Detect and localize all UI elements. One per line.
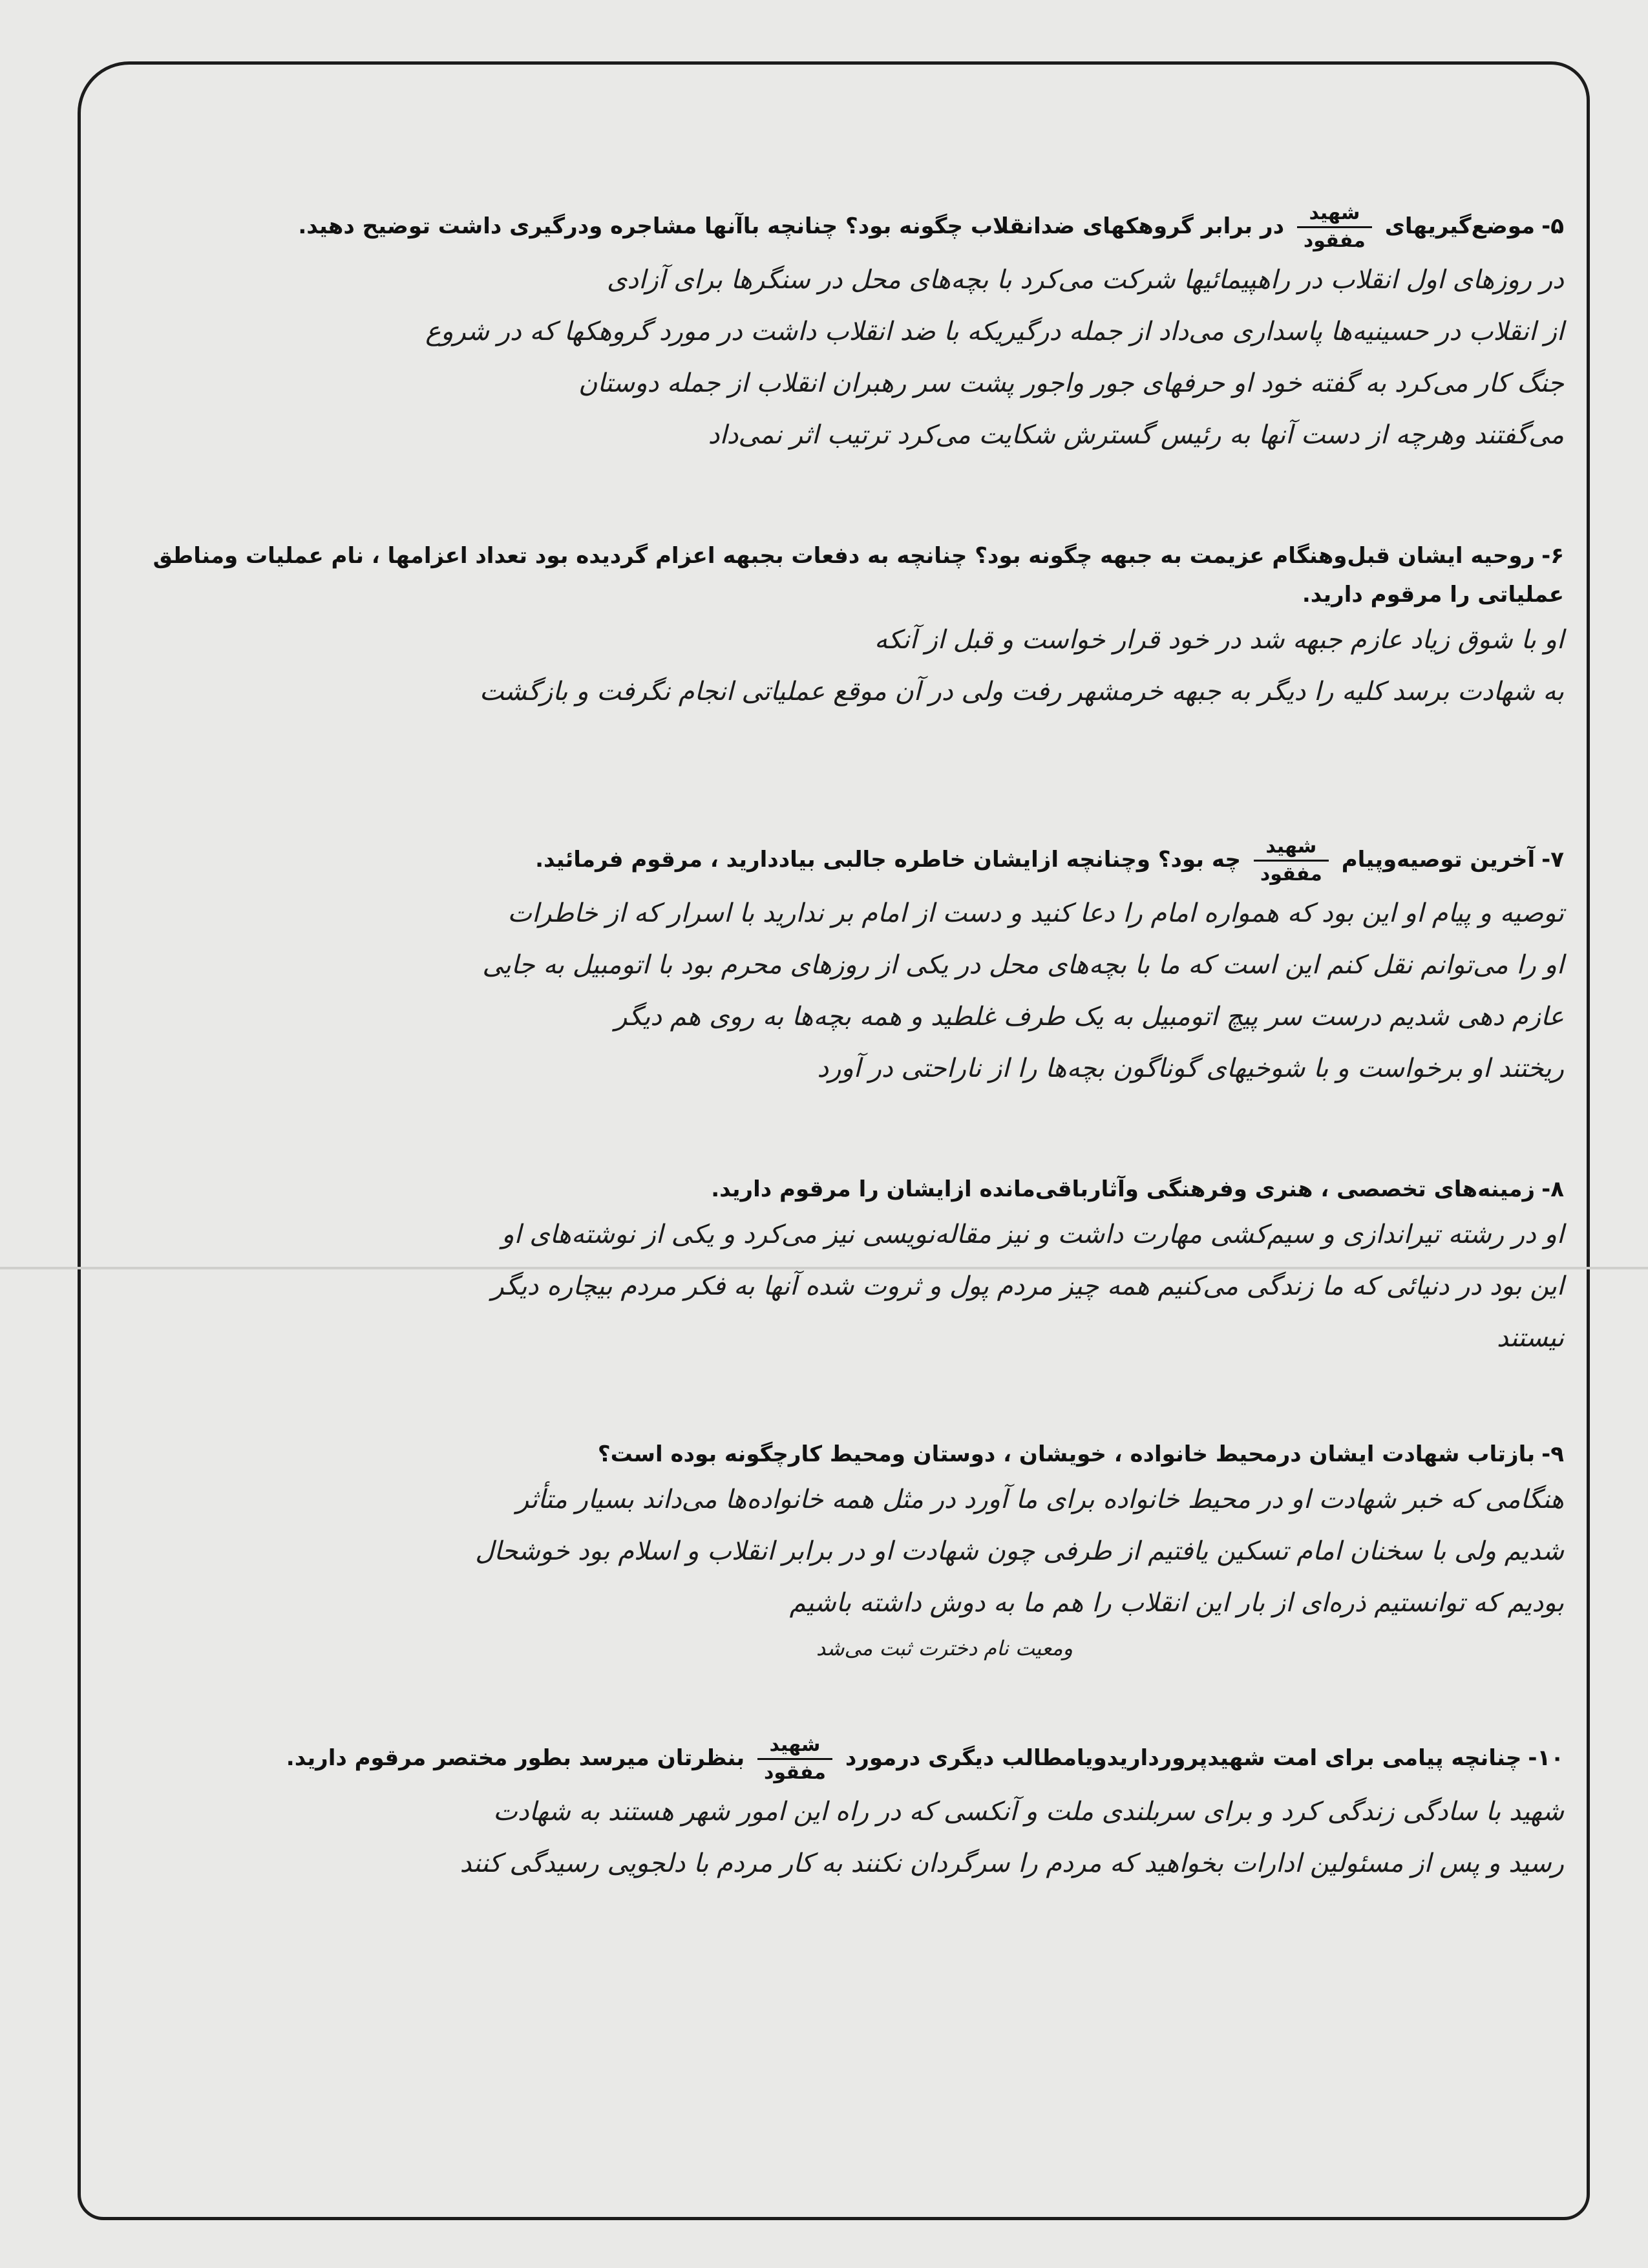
handwritten-answer: هنگامی که خبر شهادت او در محیط خانواده برای ما آورد در مثل همه خانواده‌ها می‌داند بسیار متأثر شدیم ولی با سخنان امام تسکین یافتیم از طرفی چون شهادت او در برابر انقلاب و اسلام بود خوشحال بودیم که توانستیم ذره‌ای از بار این انقلاب را هم ما به دوش داشته باشیم ومعیت نام دخترت ثبت می‌شد [103,1474,1564,1668]
handwritten-answer: او در رشته تیراندازی و سیم‌کشی مهارت داشت و نیز مقاله‌نویسی نیز می‌کرد و یکی از نوشته‌های او این بود در دنیائی که ما زندگی می‌کنیم همه چیز مردم پول و ثروت شده آنها به فکر مردم بیچاره دیگر نیستند [491,1220,1564,1353]
question-8 [103,1170,1564,1364]
question-10 [103,1732,1564,1889]
question-text: ۶-روحیه ایشان قبل‌وهنگام عزیمت به جبهه چگونه بود؟ چنانچه به دفعات بجبهه اعزام گردیده بود تعداد اعزامها ، نام عملیات ومناطق عملیاتی را مرقوم دارید. [153,543,1564,608]
question-7 [103,834,1564,1094]
martyr-missing-fraction: $\frac{\text{شهید}}{\text{مفقود}}$ [757,1732,832,1786]
question-text: ۷-آخرین توصیه‌وپیام $\frac{\text{شهید}}{\text{مفقود}}$ چه بود؟ وچنانچه ازایشان خاطره جالبی بیاددارید ، مرقوم فرمائید. [103,834,1564,887]
question-9 [103,1435,1564,1668]
question-text: ۹-بازتاب شهادت ایشان درمحیط خانواده ، خویشان ، دوستان ومحیط کارچگونه بوده است؟ [597,1441,1564,1467]
martyr-missing-fraction: $\frac{\text{شهید}}{\text{مفقود}}$ [1254,834,1329,887]
handwritten-answer: در روزهای اول انقلاب در راهپیمائیها شرکت می‌کرد با بچه‌های محل در سنگرها برای آزادی از انقلاب در حسینیه‌ها پاسداری می‌داد از جمله درگیریکه با ضد انقلاب داشت در مورد گروهکها که در شروع جنگ کار می‌کرد به گفته خود او حرفهای جور واجور پشت سر رهبران انقلاب از جمله دوستان می‌گفتند وهرچه از دست آنها به رئیس گسترش شکایت می‌کرد ترتیب اثر نمی‌داد [425,265,1564,450]
questionnaire-body [103,149,1564,2165]
question-text: ۵-موضع‌گیریهای $\frac{\text{شهید}}{\text{مفقود}}$ در برابر گروهکهای ضدانقلاب چگونه بود؟ چنانچه باآنها مشاجره ودرگیری داشت توضیح دهید. [103,200,1564,254]
question-text: ۱۰-چنانچه پیامی برای امت شهیدپرورداریدویامطالب دیگری درمورد $\frac{\text{شهید}}{\text{مفقود}}$ بنظرتان میرسد بطور مختصر مرقوم دارید. [103,1732,1564,1786]
handwritten-answer: توصیه و پیام او این بود که همواره امام را دعا کنید و دست از امام بر ندارید با اسرار که از خاطرات او را می‌توانم نقل کنم این است که ما با بچه‌های محل در یکی از روزهای محرم بود با اتومبیل به جایی عازم دهی شدیم درست سر پیچ اتومبیل به یک طرف غلطید و همه بچه‌ها به روی هم دیگر ریختند او برخواست و با شوخیهای گوناگون بچه‌ها را از ناراحتی در آورد [482,898,1564,1083]
handwritten-answer: شهید با سادگی زندگی کرد و برای سربلندی ملت و آنکسی که در راه این امور شهر هستند به شهادت رسید و پس از مسئولین ادارات بخواهید که مردم را سرگردان نکنند به کار مردم با دلجویی رسیدگی کنند [460,1797,1564,1878]
question-5 [103,200,1564,461]
martyr-missing-fraction: $\frac{\text{شهید}}{\text{مفقود}}$ [1297,200,1372,254]
question-text: ۸-زمینه‌های تخصصی ، هنری وفرهنگی وآثارباقی‌مانده ازایشان را مرقوم دارید. [711,1176,1564,1202]
margin-note: ومعیت نام دخترت ثبت می‌شد [816,1636,1073,1660]
question-6 [103,536,1564,717]
handwritten-answer: او با شوق زیاد عازم جبهه شد در خود قرار خواست و قبل از آنکه به شهادت برسد کلیه را دیگر به جبهه خرمشهر رفت ولی در آن موقع عملیاتی انجام نگرفت و بازگشت [479,625,1564,706]
